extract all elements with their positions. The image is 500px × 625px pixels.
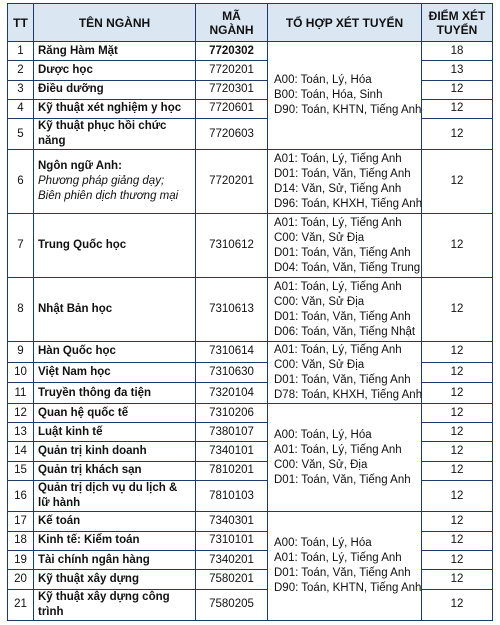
row-number: 8 (8, 278, 34, 342)
row-number: 6 (8, 150, 34, 214)
major-name (34, 570, 196, 589)
score: 12 (422, 550, 493, 569)
major-code: 7720201 (196, 61, 268, 80)
combo-line: D78: Toán, KHXH, Tiếng Anh (274, 388, 423, 401)
major-name (34, 61, 196, 80)
combo-line: A00: Toán, Lý, Hóa (274, 74, 372, 87)
table-row (8, 403, 493, 422)
major-code: 7810103 (196, 481, 268, 512)
combo-line: D90: Toán, KHTN, Tiếng Anh (274, 104, 422, 117)
combo-line: D90: Toán, KHTN, Tiếng Anh (274, 582, 422, 595)
score: 12 (422, 80, 493, 99)
row-number: 3 (8, 80, 34, 99)
major-code: 7580205 (196, 589, 268, 621)
major-name-text: Việt Nam học (38, 366, 111, 379)
row-number: 2 (8, 61, 34, 80)
major-name (34, 99, 196, 118)
major-code: 7340201 (196, 550, 268, 569)
major-code: 7380107 (196, 423, 268, 442)
major-name-text: Hàn Quốc học (38, 345, 116, 358)
combo-cell (268, 342, 422, 404)
major-name-text: Kế toán (38, 515, 81, 528)
score: 12 (422, 383, 493, 404)
major-name-text: Răng Hàm Mặt (38, 44, 118, 57)
row-number: 7 (8, 214, 34, 278)
major-name (34, 442, 196, 461)
combo-line: A01: Toán, Lý, Tiếng Anh (274, 216, 402, 229)
major-name-text: Quản trị kinh doanh (38, 445, 147, 458)
major-code: 7310206 (196, 403, 268, 422)
row-number: 19 (8, 550, 34, 569)
major-name-text: Luật kinh tế (38, 425, 103, 438)
combo-line: A01: Toán, Lý, Tiếng Anh (274, 152, 402, 165)
major-name (34, 150, 196, 214)
major-name-text: Kỹ thuật xét nghiệm y học (38, 102, 182, 115)
combo-line: D04: Toán, Văn, Tiếng Trung (274, 261, 421, 274)
major-name-text: Nhật Bản học (38, 303, 113, 316)
major-name-text: Kỹ thuật phục hồi chức năng (38, 120, 167, 148)
table-row (8, 278, 493, 342)
major-name-text: Quản trị dịch vụ du lịch & lữ hành (38, 482, 178, 510)
major-name-text: Kỹ thuật xây dựng công trình (38, 590, 170, 618)
admission-table-container (7, 3, 492, 621)
major-name (34, 461, 196, 480)
major-name (34, 403, 196, 422)
admission-table (7, 3, 493, 621)
major-code: 7310614 (196, 342, 268, 363)
score: 12 (422, 531, 493, 550)
combo-line: D01: Toán, Văn, Tiếng Anh (274, 246, 411, 259)
score: 18 (422, 42, 493, 61)
score: 12 (422, 362, 493, 383)
combo-line: D01: Toán, Văn, Tiếng Anh (274, 167, 411, 180)
combo-cell (268, 403, 422, 511)
score: 13 (422, 61, 493, 80)
row-number: 18 (8, 531, 34, 550)
table-row (8, 342, 493, 363)
major-name (34, 550, 196, 569)
combo-cell (268, 278, 422, 342)
header-score: ĐIỂM XÉT TUYỂN (422, 4, 493, 42)
major-code: 7310612 (196, 214, 268, 278)
major-name (34, 80, 196, 99)
major-name-text: Ngôn ngữ Anh: (38, 160, 122, 173)
row-number: 17 (8, 512, 34, 531)
major-code: 7720601 (196, 99, 268, 118)
score: 12 (422, 442, 493, 461)
combo-line: B00: Toán, Hóa, Sinh (274, 89, 383, 102)
table-row (8, 42, 493, 61)
combo-line: D01: Toán, Văn, Tiếng Anh (274, 473, 411, 486)
major-name (34, 214, 196, 278)
header-tt: TT (8, 4, 34, 42)
score: 12 (422, 461, 493, 480)
score: 12 (422, 119, 493, 150)
combo-cell (268, 150, 422, 214)
combo-line: C00: Văn, Sử Địa (274, 358, 365, 371)
major-name-text: Dược học (38, 63, 93, 76)
combo-cell (268, 42, 422, 150)
combo-line: A01: Toán, Lý, Tiếng Anh (274, 343, 402, 356)
row-number: 20 (8, 570, 34, 589)
row-number: 11 (8, 383, 34, 404)
row-number: 5 (8, 119, 34, 150)
row-number: 15 (8, 461, 34, 480)
combo-line: A01: Toán, Lý, Tiếng Anh (274, 280, 402, 293)
major-name-text: Tài chính ngân hàng (38, 553, 150, 566)
major-code: 7720603 (196, 119, 268, 150)
major-code: 7810201 (196, 461, 268, 480)
score: 12 (422, 214, 493, 278)
row-number: 12 (8, 403, 34, 422)
major-code: 7720301 (196, 80, 268, 99)
header-combo: TỔ HỢP XÉT TUYỂN (268, 4, 422, 42)
major-name-text: Trung Quốc học (38, 239, 127, 252)
combo-line: D06: Toán, Văn, Tiếng Nhật (274, 325, 416, 338)
combo-line: D01: Toán, Văn, Tiếng Anh (274, 373, 411, 386)
score: 12 (422, 99, 493, 118)
major-name-text: Kinh tế: Kiểm toán (38, 534, 140, 547)
score: 12 (422, 423, 493, 442)
row-number: 10 (8, 362, 34, 383)
combo-line: A00: Toán, Lý, Hóa (274, 428, 372, 441)
major-code: 7340101 (196, 442, 268, 461)
header-row (8, 4, 493, 42)
table-row (8, 512, 493, 531)
table-row (8, 150, 493, 214)
score: 12 (422, 570, 493, 589)
row-number: 16 (8, 481, 34, 512)
row-number: 21 (8, 589, 34, 621)
major-code: 7720201 (196, 150, 268, 214)
combo-cell (268, 512, 422, 621)
major-subtitle: Phương pháp giảng dạy; (38, 175, 165, 188)
score: 12 (422, 481, 493, 512)
major-name (34, 342, 196, 363)
table-row (8, 214, 493, 278)
score: 12 (422, 278, 493, 342)
major-name-text: Truyền thông đa tiện (38, 386, 152, 399)
combo-line: A01: Toán, Lý, Tiếng Anh (274, 443, 402, 456)
header-major: TÊN NGÀNH (34, 4, 196, 42)
major-name (34, 362, 196, 383)
major-name (34, 589, 196, 621)
major-name (34, 531, 196, 550)
major-code: 7340301 (196, 512, 268, 531)
combo-line: D14: Văn, Sử, Tiếng Anh (274, 182, 402, 195)
combo-line: D01: Toán, Văn, Tiếng Anh (274, 310, 411, 323)
combo-line: C00: Văn, Sử, Địa (274, 458, 368, 471)
major-code: 7320104 (196, 383, 268, 404)
row-number: 13 (8, 423, 34, 442)
score: 12 (422, 512, 493, 531)
major-subtitle: Biên phiên dịch thương mại (38, 190, 179, 203)
major-name (34, 42, 196, 61)
score: 12 (422, 342, 493, 363)
combo-line: D96: Toán, KHXH, Tiếng Anh (274, 197, 423, 210)
combo-line: A01: Toán, Lý, Tiếng Anh (274, 552, 402, 565)
major-name (34, 423, 196, 442)
major-name-text: Quan hệ quốc tế (38, 406, 129, 419)
row-number: 9 (8, 342, 34, 363)
major-code: 7580201 (196, 570, 268, 589)
combo-cell (268, 214, 422, 278)
major-name-text: Kỹ thuật xây dựng (38, 572, 139, 585)
combo-line: C00: Văn, Sử Địa (274, 295, 365, 308)
major-code: 7310613 (196, 278, 268, 342)
score: 12 (422, 589, 493, 621)
major-name (34, 481, 196, 512)
major-name (34, 383, 196, 404)
combo-line: D01: Toán, Văn, Tiếng Anh (274, 567, 411, 580)
combo-line: A00: Toán, Lý, Hóa (274, 537, 372, 550)
major-name (34, 278, 196, 342)
major-name (34, 512, 196, 531)
score: 12 (422, 403, 493, 422)
major-name-text: Quản trị khách sạn (38, 464, 142, 477)
major-code: 7310630 (196, 362, 268, 383)
row-number: 4 (8, 99, 34, 118)
row-number: 1 (8, 42, 34, 61)
combo-line: C00: Văn, Sử Địa (274, 231, 365, 244)
score: 12 (422, 150, 493, 214)
header-code: MÃ NGÀNH (196, 4, 268, 42)
major-code: 7720302 (196, 42, 268, 61)
major-code: 7310101 (196, 531, 268, 550)
row-number: 14 (8, 442, 34, 461)
major-name-text: Điều dưỡng (38, 83, 104, 96)
major-name (34, 119, 196, 150)
